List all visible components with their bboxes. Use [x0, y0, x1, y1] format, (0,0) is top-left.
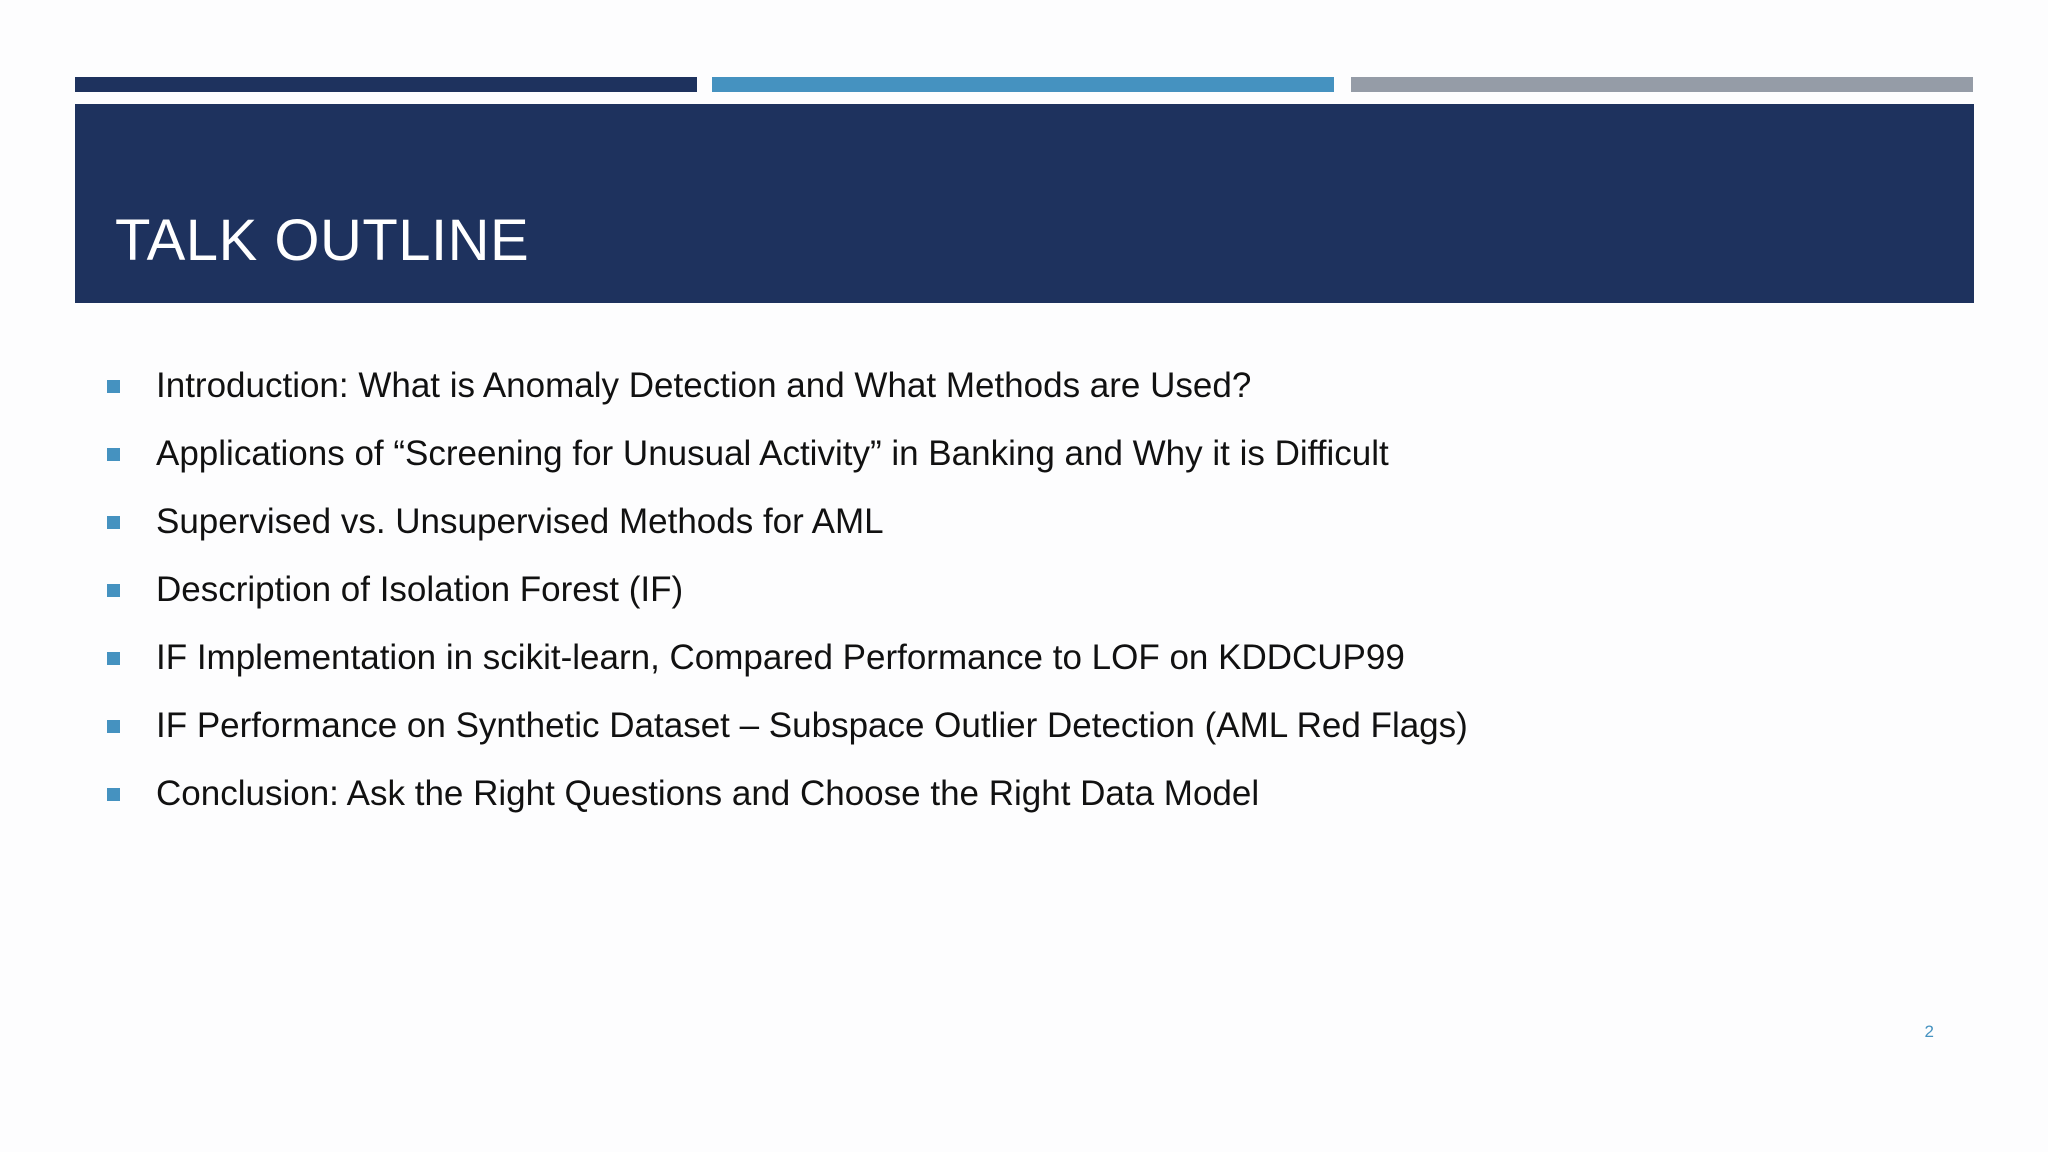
list-item [107, 556, 1468, 624]
square-bullet-icon [107, 448, 120, 461]
outline-list [107, 352, 1468, 828]
square-bullet-icon [107, 788, 120, 801]
list-item [107, 692, 1468, 760]
square-bullet-icon [107, 380, 120, 393]
outline-item-text: Description of Isolation Forest (IF) [156, 570, 684, 609]
square-bullet-icon [107, 652, 120, 665]
square-bullet-icon [107, 584, 120, 597]
list-item [107, 760, 1468, 828]
outline-item-text: IF Implementation in scikit-learn, Compared Performance to LOF on KDDCUP99 [156, 638, 1405, 677]
outline-item-text: Supervised vs. Unsupervised Methods for AML [156, 502, 884, 541]
square-bullet-icon [107, 516, 120, 529]
slide-title: TALK OUTLINE [115, 208, 530, 273]
list-item [107, 488, 1468, 556]
accent-bar-gray [1351, 77, 1973, 92]
outline-item-text: Conclusion: Ask the Right Questions and Choose the Right Data Model [156, 774, 1260, 813]
accent-bar-navy [75, 77, 697, 92]
list-item [107, 352, 1468, 420]
outline-item-text: Applications of “Screening for Unusual Activity” in Banking and Why it is Difficult [156, 434, 1389, 473]
list-item [107, 624, 1468, 692]
accent-bar-blue [712, 77, 1334, 92]
outline-item-text: Introduction: What is Anomaly Detection and What Methods are Used? [156, 366, 1252, 405]
square-bullet-icon [107, 720, 120, 733]
title-band [75, 104, 1974, 303]
outline-item-text: IF Performance on Synthetic Dataset – Subspace Outlier Detection (AML Red Flags) [156, 706, 1468, 745]
list-item [107, 420, 1468, 488]
slide-number: 2 [1924, 1022, 1934, 1041]
